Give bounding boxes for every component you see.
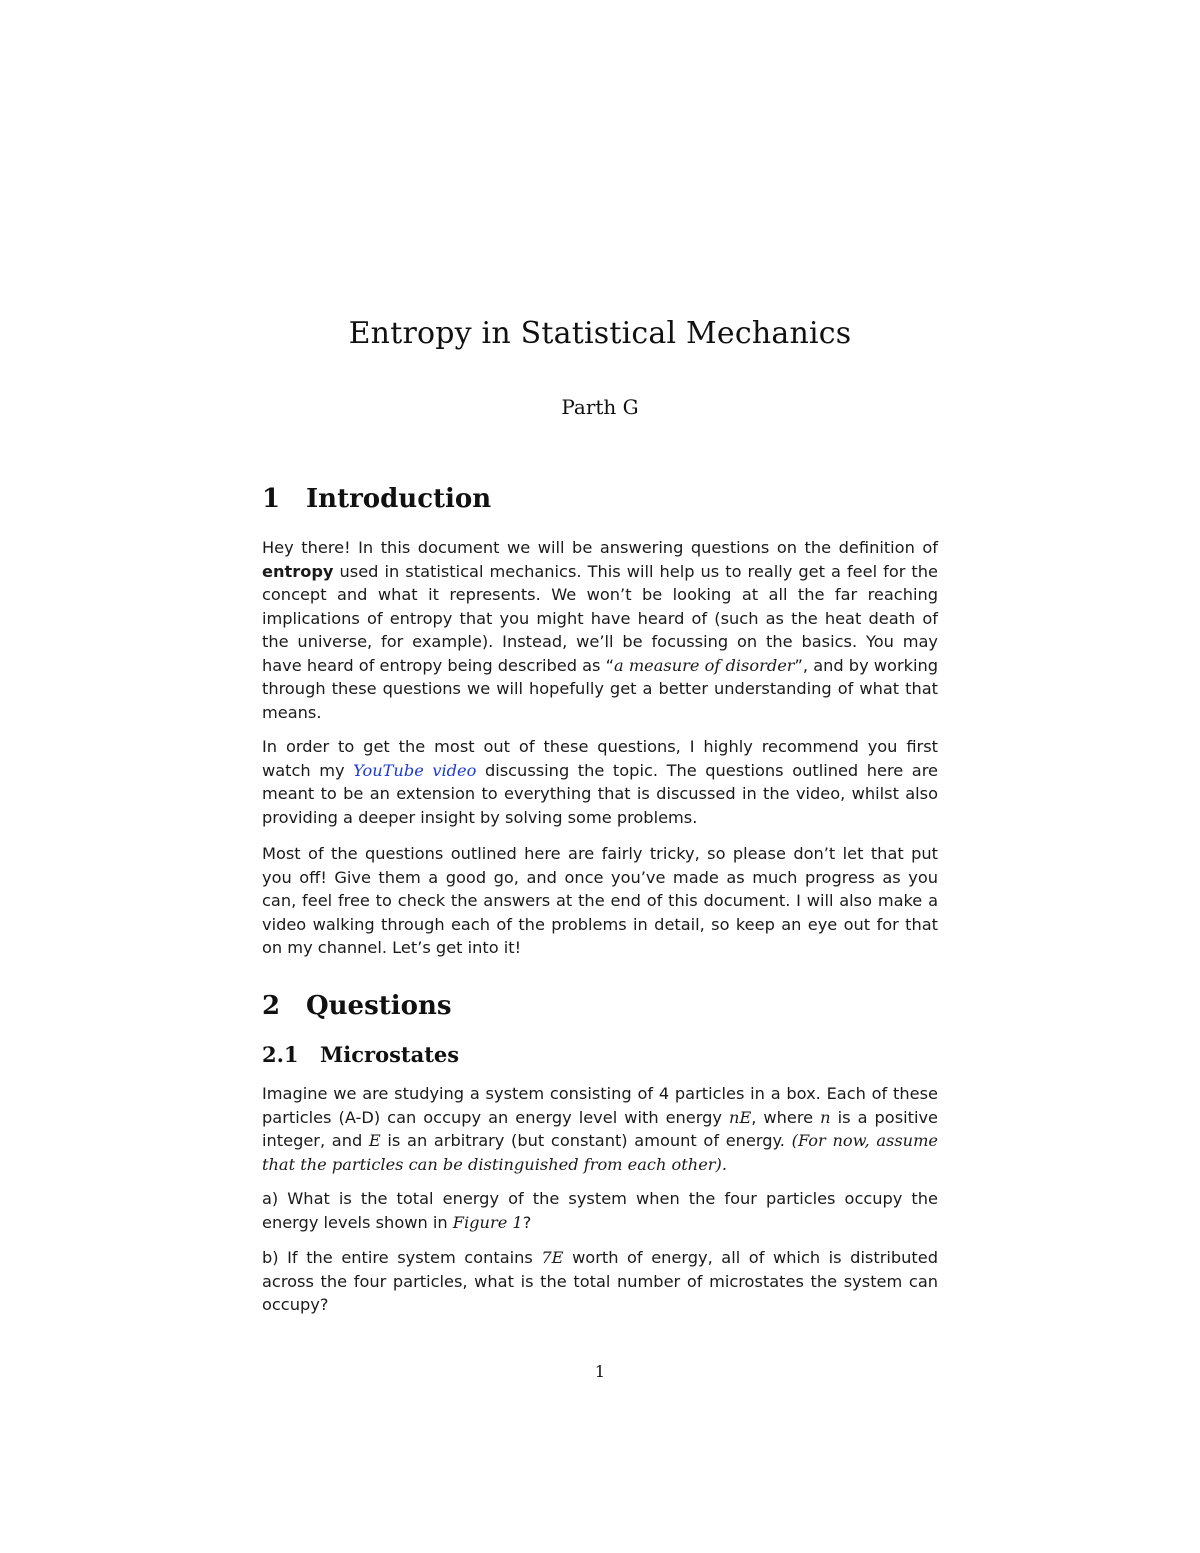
question-a xyxy=(262,1187,938,1234)
text-run: Hey there! In this document we will be answering questions on the definition of xyxy=(262,538,938,557)
intro-paragraph-3: Most of the questions outlined here are fairly tricky, so please don’t let that put you off! Give them a good go, and once you’ve made as much progress as you can, feel free to check the answers at the end of this document. I will also make a video walking through each of the problems in detail, so keep an eye out for that on my channel. Let’s get into it! xyxy=(262,844,938,957)
intro-paragraph-1 xyxy=(262,536,938,724)
text-run: In order to get the most out of these questions, I highly recommend you first watch my xyxy=(262,737,938,780)
section-title: Questions xyxy=(306,991,452,1021)
math-7E: 7E xyxy=(541,1248,564,1267)
text-run: ? xyxy=(522,1212,532,1232)
math-nE: nE xyxy=(729,1107,752,1127)
text-run: is an arbitrary (but constant) amount of energy. xyxy=(380,1131,792,1150)
document-title: Entropy in Statistical Mechanics xyxy=(348,316,852,351)
text-run: a) What is the total energy of the system when the four particles occupy the energy levels shown in xyxy=(262,1189,938,1232)
intro-paragraph-2 xyxy=(262,735,938,829)
section-number: 2 xyxy=(262,991,281,1021)
distinguishable-note: (For now, assume that the particles can be distinguished from each other). xyxy=(262,1131,938,1174)
subsection-heading-microstates xyxy=(262,1042,938,1067)
text-run: ”, and by working through these questions we will hopefully get a better understanding of what that means. xyxy=(262,655,939,722)
section-heading-introduction xyxy=(262,484,938,514)
subsection-number: 2.1 xyxy=(262,1042,299,1067)
question-b xyxy=(262,1246,938,1317)
math-n: n xyxy=(820,1107,831,1127)
term-entropy: entropy xyxy=(262,561,334,581)
text-run: worth of energy, all of which is distributed across the four particles, what is the total number of microstates the system can occupy? xyxy=(262,1248,938,1314)
text-run: Imagine we are studying a system consisting of 4 particles in a box. Each of these particles (A-D) can occupy an energy level with energy xyxy=(262,1084,938,1127)
subsection-title: Microstates xyxy=(320,1042,460,1067)
text-run: b) If the entire system contains xyxy=(262,1248,542,1267)
quote-measure-of-disorder: a measure of disorder xyxy=(614,655,795,675)
text-run: , where xyxy=(751,1107,821,1127)
document-author: Parth G xyxy=(561,395,639,419)
text-run: discussing the topic. The questions outlined here are meant to be an extension to everything that is discussed in the video, whilst also providing a deeper insight by solving some problems. xyxy=(262,760,938,827)
section-heading-questions xyxy=(262,991,938,1021)
figure-reference: Figure 1 xyxy=(452,1212,523,1232)
text-run: used in statistical mechanics. This will help us to really get a feel for the concept and what it represents. We won’t be looking at all the far reaching implications of entropy that you might have heard of (such as the heat death of the universe, for example). Instead, we’ll be focussing on the basics. You may have heard of entropy being described as “ xyxy=(262,561,938,675)
section-number: 1 xyxy=(262,484,281,514)
page-number: 1 xyxy=(594,1362,606,1381)
math-E: E xyxy=(368,1131,381,1150)
section-title: Introduction xyxy=(306,484,492,514)
text-run: is a positive integer, and xyxy=(262,1107,939,1150)
youtube-video-link[interactable]: YouTube video xyxy=(353,760,477,780)
microstates-paragraph xyxy=(262,1082,938,1176)
